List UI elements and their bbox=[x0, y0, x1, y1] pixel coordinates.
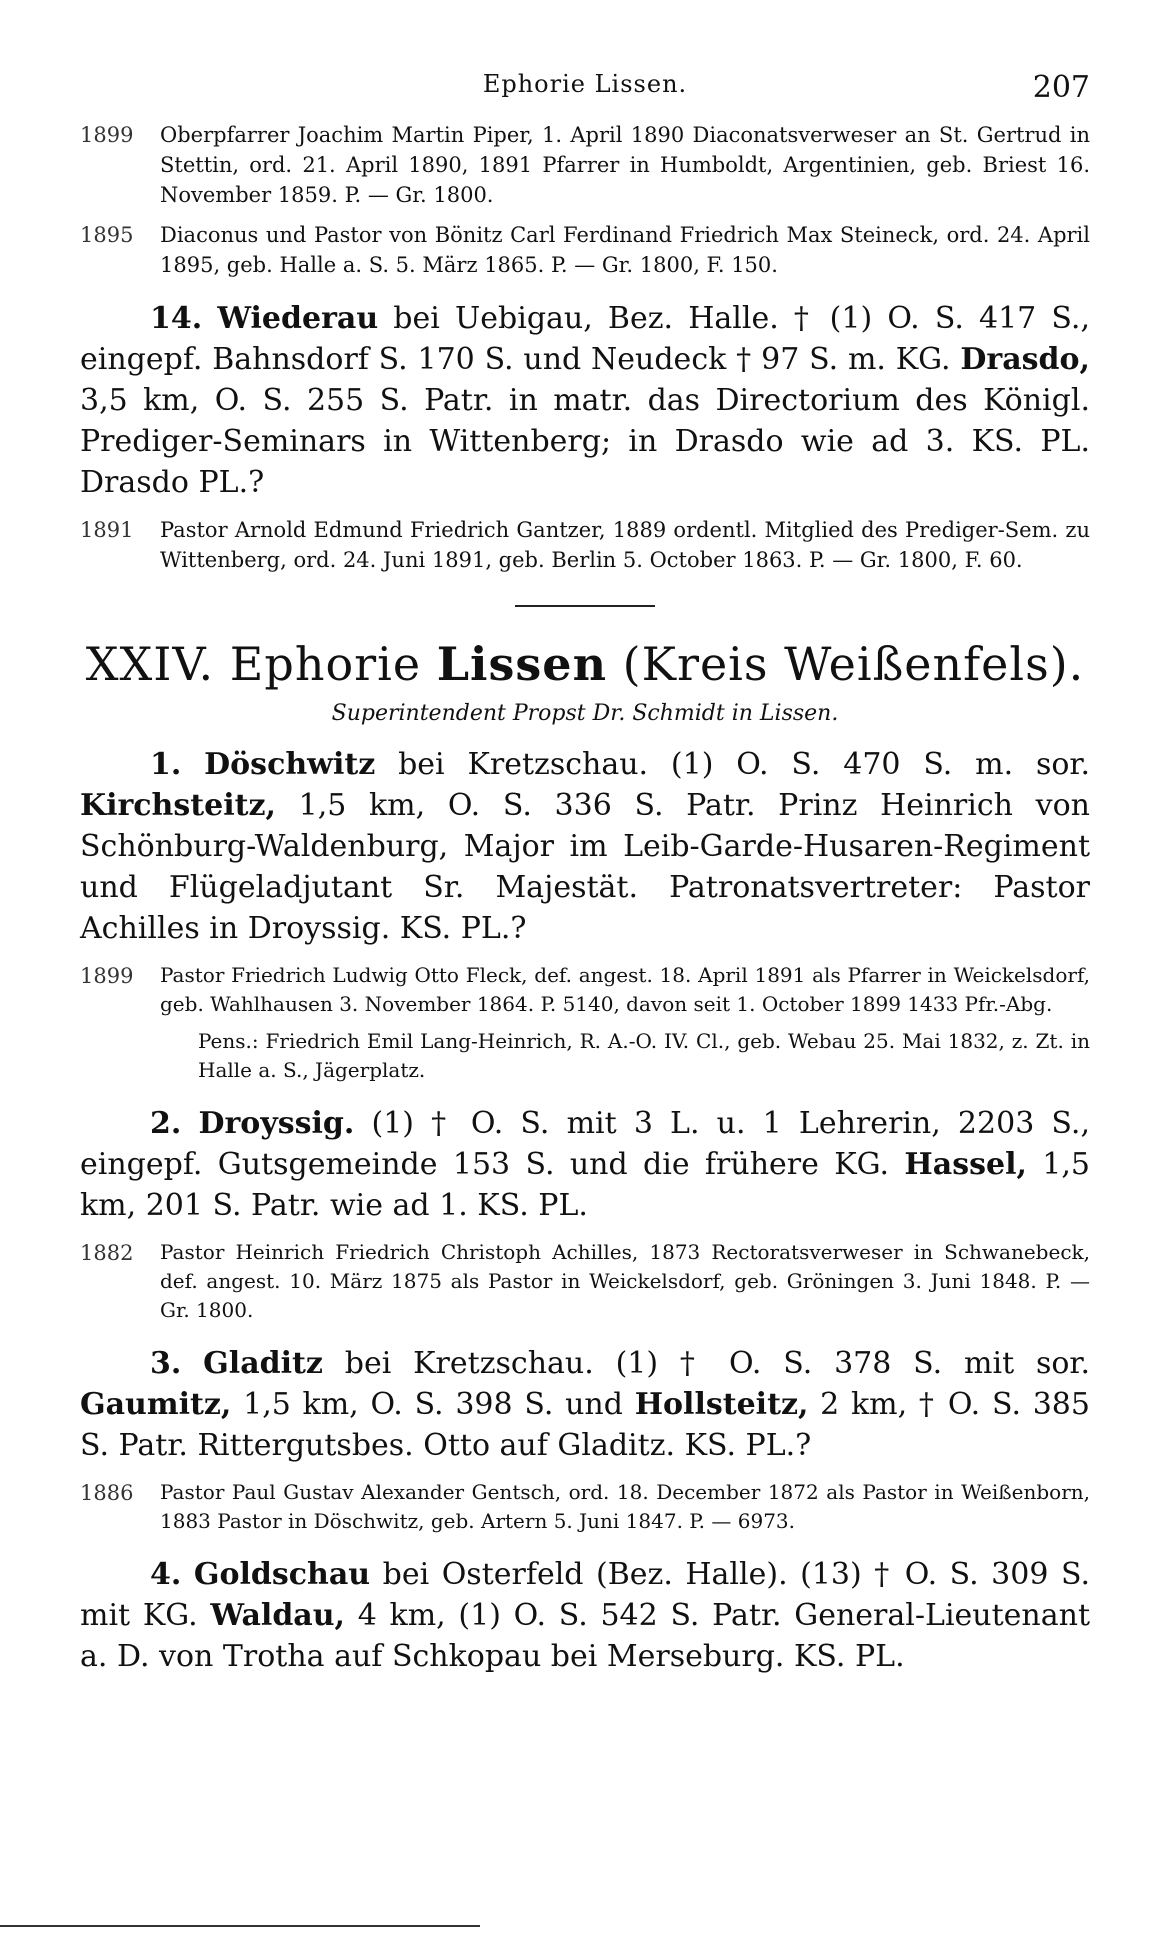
entry-1895-steineck bbox=[80, 220, 1090, 280]
filial-name: Hassel, bbox=[904, 1147, 1027, 1182]
filial-name: Drasdo, bbox=[960, 342, 1090, 377]
section-title bbox=[80, 637, 1090, 691]
page bbox=[80, 50, 1090, 1689]
parish-number: 3. bbox=[150, 1346, 182, 1381]
filial-name-2: Hollsteitz, bbox=[634, 1387, 809, 1422]
parish-droyssig bbox=[80, 1103, 1090, 1226]
parish-text: bei Uebigau, Bez. Halle. † (1) O. S. 417 S., eingepf. Bahnsdorf S. 170 S. und Neudeck † 97 S. m. KG. bbox=[80, 301, 1090, 377]
parish-number: 1. bbox=[150, 747, 182, 782]
parish-text: bei Osterfeld (Bez. Halle). (13) † O. S. 309 S. mit KG. bbox=[80, 1557, 1090, 1633]
parish-text: bei Kretzschau. (1) † O. S. 378 S. mit sor. bbox=[344, 1346, 1091, 1381]
entry-text: Diaconus und Pastor von Bönitz Carl Ferdinand Friedrich Max Steineck, ord. 24. April 1895, geb. Halle a. S. 5. März 1865. P. — Gr. 1800, F. 150. bbox=[160, 223, 1090, 277]
filial-name: Gaumitz, bbox=[80, 1387, 232, 1422]
parish-gladitz bbox=[80, 1343, 1090, 1466]
parish-name: Goldschau bbox=[193, 1557, 371, 1592]
parish-text: (1) † O. S. mit 3 L. u. 1 Lehrerin, 2203 S., eingepf. Gutsgemeinde 153 S. und die frühere KG. bbox=[80, 1106, 1090, 1182]
entry-1886-gentsch bbox=[80, 1478, 1090, 1536]
entry-text: Pastor Paul Gustav Alexander Gentsch, ord. 18. December 1872 als Pastor in Weißenborn, 1883 Pastor in Döschwitz, geb. Artern 5. Juni 1847. P. — 6973. bbox=[160, 1480, 1090, 1533]
section-suffix: (Kreis Weißenfels). bbox=[622, 637, 1085, 691]
parish-text-2: 4 km, (1) O. S. 542 S. Patr. General-Lieutenant a. D. von Trotha auf Schkopau bei Merseburg. KS. PL. bbox=[80, 1598, 1091, 1674]
pension-note: Pens.: Friedrich Emil Lang-Heinrich, R. A.-O. IV. Cl., geb. Webau 25. Mai 1832, z. Zt. in Halle a. S., Jägerplatz. bbox=[198, 1029, 1090, 1082]
parish-wiederau bbox=[80, 298, 1090, 503]
running-title: Ephorie Lissen. bbox=[482, 70, 688, 98]
parish-text-2: 3,5 km, O. S. 255 S. Patr. in matr. das Directorium des Königl. Prediger-Seminars in Wittenberg; in Drasdo wie ad 3. KS. PL. Drasdo PL.? bbox=[80, 383, 1090, 500]
entry-text: Pastor Heinrich Friedrich Christoph Achilles, 1873 Rectoratsverweser in Schwanebeck, def. angest. 10. März 1875 als Pastor in Weickelsdorf, geb. Gröningen 3. Juni 1848. P. — Gr. 1800. bbox=[160, 1240, 1090, 1322]
filial-name: Kirchsteitz, bbox=[80, 788, 276, 823]
entry-text: Pastor Friedrich Ludwig Otto Fleck, def. angest. 18. April 1891 als Pfarrer in Weickelsdorf, geb. Wahlhausen 3. November 1864. P. 5140, davon seit 1. October 1899 1433 Pfr.-Abg. bbox=[160, 963, 1090, 1016]
parish-name: Wiederau bbox=[217, 301, 379, 336]
parish-number: 2. bbox=[150, 1106, 182, 1141]
parish-name: Gladitz bbox=[203, 1346, 323, 1381]
entry-year: 1899 bbox=[80, 123, 134, 147]
section-divider bbox=[515, 605, 655, 607]
parish-text-2: 1,5 km, O. S. 398 S. und bbox=[243, 1387, 623, 1422]
entry-1899-fleck bbox=[80, 961, 1090, 1019]
entry-text: Oberpfarrer Joachim Martin Piper, 1. April 1890 Diaconatsverweser an St. Gertrud in Stettin, ord. 21. April 1890, 1891 Pfarrer in Humboldt, Argentinien, geb. Briest 16. November 1859. P. — Gr. 1800. bbox=[160, 123, 1090, 207]
page-number: 207 bbox=[1032, 70, 1090, 105]
running-head bbox=[80, 50, 1090, 120]
section-prefix: XXIV. Ephorie bbox=[85, 637, 422, 691]
parish-doeschwitz bbox=[80, 744, 1090, 949]
entry-1899-piper bbox=[80, 120, 1090, 210]
entry-1891-gantzer bbox=[80, 515, 1090, 575]
parish-goldschau bbox=[80, 1554, 1090, 1677]
entry-year: 1882 bbox=[80, 1241, 134, 1265]
entry-text: Pastor Arnold Edmund Friedrich Gantzer, 1889 ordentl. Mitglied des Prediger-Sem. zu Wittenberg, ord. 24. Juni 1891, geb. Berlin 5. October 1863. P. — Gr. 1800, F. 60. bbox=[160, 518, 1090, 572]
section-name: Lissen bbox=[436, 637, 608, 691]
parish-text-2: 1,5 km, O. S. 336 S. Patr. Prinz Heinrich von Schönburg-Waldenburg, Major im Leib-Garde-Husaren-Regiment und Flügeladjutant Sr. Majestät. Patronatsvertreter: Pastor Achilles in Droyssig. KS. PL.? bbox=[80, 788, 1090, 946]
parish-text-2: 1,5 km, 201 S. Patr. wie ad 1. KS. PL. bbox=[80, 1147, 1090, 1223]
parish-text: bei Kretzschau. (1) O. S. 470 S. m. sor. bbox=[398, 747, 1090, 782]
entry-year: 1891 bbox=[80, 518, 134, 542]
parish-name: Droyssig. bbox=[198, 1106, 355, 1141]
entry-year: 1895 bbox=[80, 223, 134, 247]
parish-number: 14. bbox=[150, 301, 203, 336]
parish-number: 4. bbox=[150, 1557, 182, 1592]
parish-name: Döschwitz bbox=[204, 747, 376, 782]
entry-year: 1899 bbox=[80, 964, 134, 988]
entry-year: 1886 bbox=[80, 1481, 134, 1505]
footer-rule bbox=[0, 1925, 480, 1927]
entry-1882-achilles bbox=[80, 1238, 1090, 1325]
filial-name: Waldau, bbox=[210, 1598, 345, 1633]
parish-text-3: 2 km, † O. S. 385 S. Patr. Rittergutsbes. Otto auf Gladitz. KS. PL.? bbox=[80, 1387, 1090, 1463]
superintendent-line: Superintendent Propst Dr. Schmidt in Lissen. bbox=[331, 701, 839, 726]
